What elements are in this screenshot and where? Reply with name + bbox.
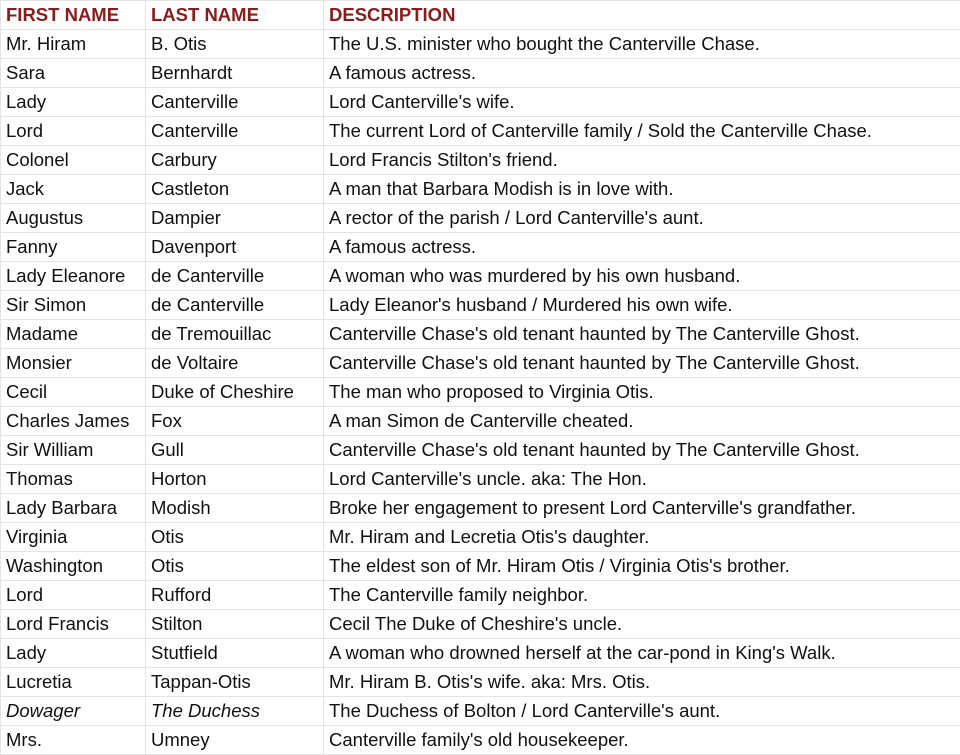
table-row — [1, 88, 960, 117]
last-name-cell: Otis — [146, 523, 324, 552]
table-row — [1, 639, 960, 668]
table-row — [1, 610, 960, 639]
last-name-cell: de Voltaire — [146, 349, 324, 378]
last-name-cell: Canterville — [146, 117, 324, 146]
first-name-cell: Mr. Hiram — [1, 30, 146, 59]
table-row — [1, 552, 960, 581]
description-cell: Lord Canterville's uncle. aka: The Hon. — [324, 465, 960, 494]
first-name-cell: Monsier — [1, 349, 146, 378]
first-name-cell: Washington — [1, 552, 146, 581]
last-name-cell: Fox — [146, 407, 324, 436]
first-name-cell: Lord — [1, 117, 146, 146]
first-name-cell: Virginia — [1, 523, 146, 552]
table-row — [1, 117, 960, 146]
last-name-cell: Canterville — [146, 88, 324, 117]
first-name-cell: Cecil — [1, 378, 146, 407]
description-cell: A famous actress. — [324, 59, 960, 88]
table-row — [1, 494, 960, 523]
last-name-cell: de Tremouillac — [146, 320, 324, 349]
table-row — [1, 262, 960, 291]
last-name-cell: The Duchess — [146, 697, 324, 726]
table-body — [1, 30, 960, 755]
first-name-cell: Sara — [1, 59, 146, 88]
description-cell: Lady Eleanor's husband / Murdered his own wife. — [324, 291, 960, 320]
table-row — [1, 146, 960, 175]
first-name-cell: Lady — [1, 88, 146, 117]
last-name-cell: de Canterville — [146, 262, 324, 291]
description-cell: The U.S. minister who bought the Canterville Chase. — [324, 30, 960, 59]
description-cell: The current Lord of Canterville family / Sold the Canterville Chase. — [324, 117, 960, 146]
table-row — [1, 30, 960, 59]
first-name-cell: Lucretia — [1, 668, 146, 697]
table-row — [1, 697, 960, 726]
first-name-cell: Sir William — [1, 436, 146, 465]
table-row — [1, 407, 960, 436]
description-cell: A woman who drowned herself at the car-pond in King's Walk. — [324, 639, 960, 668]
last-name-cell: Tappan-Otis — [146, 668, 324, 697]
first-name-cell: Lord Francis — [1, 610, 146, 639]
first-name-cell: Jack — [1, 175, 146, 204]
first-name-cell: Lady Eleanore — [1, 262, 146, 291]
last-name-cell: Carbury — [146, 146, 324, 175]
header-row — [1, 1, 960, 30]
last-name-cell: Otis — [146, 552, 324, 581]
header-last-name: LAST NAME — [146, 1, 324, 30]
description-cell: Broke her engagement to present Lord Canterville's grandfather. — [324, 494, 960, 523]
last-name-cell: Stutfield — [146, 639, 324, 668]
description-cell: Lord Francis Stilton's friend. — [324, 146, 960, 175]
description-cell: Canterville family's old housekeeper. — [324, 726, 960, 755]
table-row — [1, 204, 960, 233]
description-cell: The man who proposed to Virginia Otis. — [324, 378, 960, 407]
description-cell: Mr. Hiram and Lecretia Otis's daughter. — [324, 523, 960, 552]
first-name-cell: Dowager — [1, 697, 146, 726]
description-cell: A woman who was murdered by his own husband. — [324, 262, 960, 291]
header-first-name: FIRST NAME — [1, 1, 146, 30]
description-cell: The Canterville family neighbor. — [324, 581, 960, 610]
description-cell: Canterville Chase's old tenant haunted by The Canterville Ghost. — [324, 320, 960, 349]
table-row — [1, 291, 960, 320]
table-row — [1, 349, 960, 378]
last-name-cell: Gull — [146, 436, 324, 465]
last-name-cell: Rufford — [146, 581, 324, 610]
last-name-cell: Dampier — [146, 204, 324, 233]
last-name-cell: Umney — [146, 726, 324, 755]
last-name-cell: Stilton — [146, 610, 324, 639]
last-name-cell: Davenport — [146, 233, 324, 262]
description-cell: Canterville Chase's old tenant haunted by The Canterville Ghost. — [324, 436, 960, 465]
last-name-cell: Horton — [146, 465, 324, 494]
first-name-cell: Fanny — [1, 233, 146, 262]
description-cell: A rector of the parish / Lord Canterville's aunt. — [324, 204, 960, 233]
description-cell: Canterville Chase's old tenant haunted by The Canterville Ghost. — [324, 349, 960, 378]
description-cell: The Duchess of Bolton / Lord Canterville's aunt. — [324, 697, 960, 726]
table-row — [1, 320, 960, 349]
description-cell: A man Simon de Canterville cheated. — [324, 407, 960, 436]
first-name-cell: Sir Simon — [1, 291, 146, 320]
first-name-cell: Charles James — [1, 407, 146, 436]
description-cell: Mr. Hiram B. Otis's wife. aka: Mrs. Otis. — [324, 668, 960, 697]
table-row — [1, 668, 960, 697]
table-row — [1, 378, 960, 407]
table-row — [1, 523, 960, 552]
description-cell: Lord Canterville's wife. — [324, 88, 960, 117]
last-name-cell: B. Otis — [146, 30, 324, 59]
first-name-cell: Lady — [1, 639, 146, 668]
last-name-cell: de Canterville — [146, 291, 324, 320]
description-cell: The eldest son of Mr. Hiram Otis / Virginia Otis's brother. — [324, 552, 960, 581]
header-description: DESCRIPTION — [324, 1, 960, 30]
first-name-cell: Thomas — [1, 465, 146, 494]
first-name-cell: Lord — [1, 581, 146, 610]
table-row — [1, 59, 960, 88]
table-row — [1, 233, 960, 262]
description-cell: A famous actress. — [324, 233, 960, 262]
table-row — [1, 465, 960, 494]
first-name-cell: Augustus — [1, 204, 146, 233]
first-name-cell: Mrs. — [1, 726, 146, 755]
table-row — [1, 726, 960, 755]
table-row — [1, 436, 960, 465]
description-cell: A man that Barbara Modish is in love with. — [324, 175, 960, 204]
description-cell: Cecil The Duke of Cheshire's uncle. — [324, 610, 960, 639]
table-row — [1, 175, 960, 204]
last-name-cell: Duke of Cheshire — [146, 378, 324, 407]
last-name-cell: Bernhardt — [146, 59, 324, 88]
table-row — [1, 581, 960, 610]
last-name-cell: Castleton — [146, 175, 324, 204]
last-name-cell: Modish — [146, 494, 324, 523]
first-name-cell: Colonel — [1, 146, 146, 175]
first-name-cell: Lady Barbara — [1, 494, 146, 523]
first-name-cell: Madame — [1, 320, 146, 349]
